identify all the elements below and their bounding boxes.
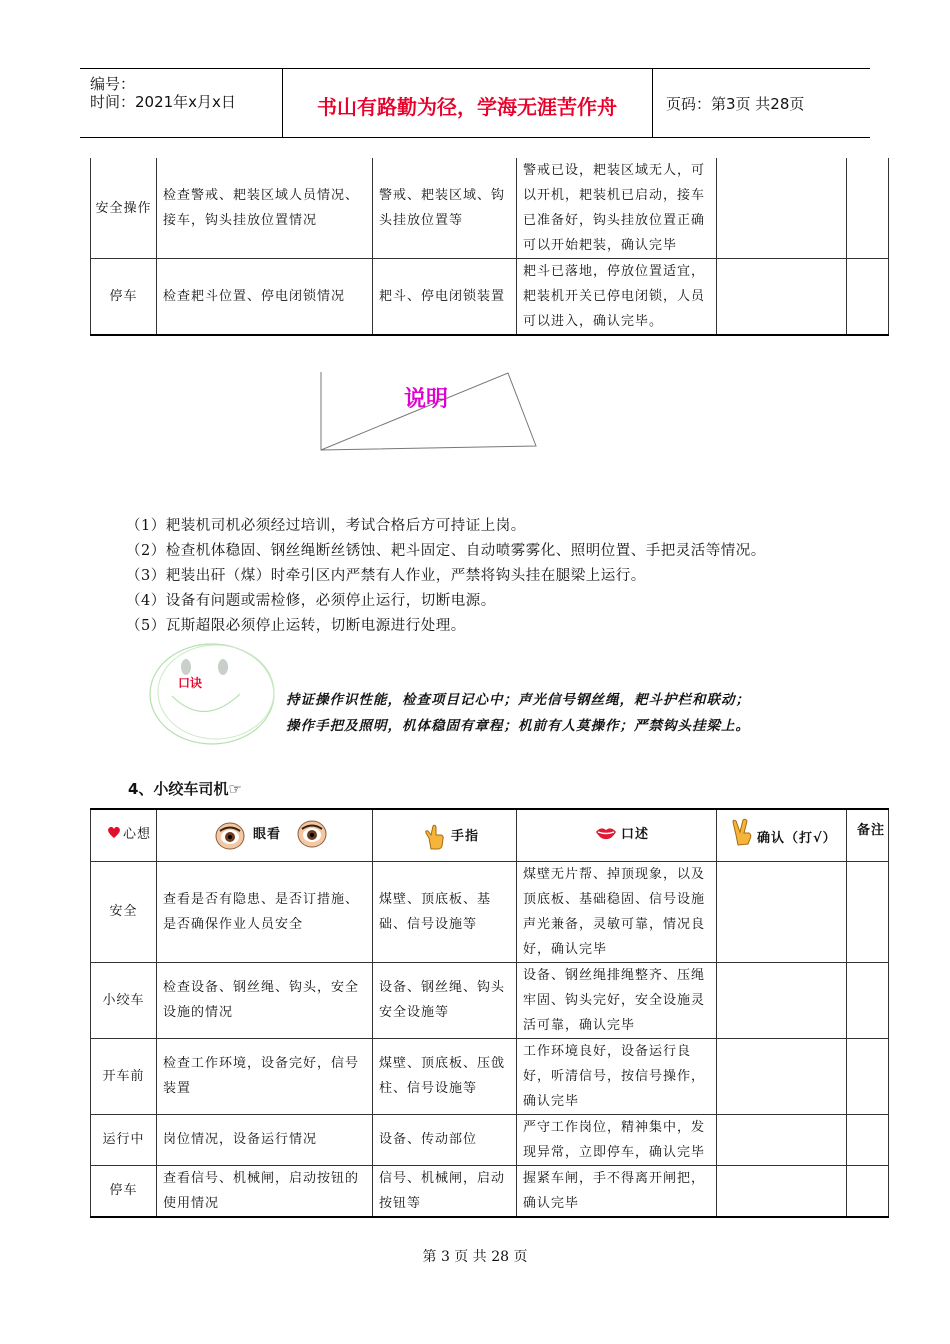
row-note: [847, 259, 889, 336]
rule-item: （1）耙装机司机必须经过培训，考试合格后方可持证上岗。: [126, 518, 526, 534]
row-point: 煤壁、顶底板、基础、信号设施等: [373, 861, 517, 962]
header-look: 眼看: [157, 809, 373, 861]
note-title: 说明: [404, 387, 449, 412]
row-say: 严守工作岗位，精神集中，发现异常，立即停车，确认完毕: [517, 1114, 717, 1165]
row-item: 停车: [91, 1165, 157, 1217]
header-point: 手指: [373, 809, 517, 861]
victory-hand-icon: [731, 818, 755, 846]
row-say: 警戒已设，耙装区域无人，可以开机，耙装机已启动，接车已准备好，钩头挂放位置正确可以开始耙装，确认完毕: [517, 158, 717, 259]
row-look: 检查耙斗位置、停电闭锁情况: [157, 259, 373, 336]
rule-item: （2）检查机体稳固、钢丝绳断丝锈蚀、耙斗固定、自动喷雾雾化、照明位置、手把灵活等情况。: [126, 543, 766, 559]
row-confirm: [717, 158, 847, 259]
row-point: 警戒、耙装区域、钩头挂放位置等: [373, 158, 517, 259]
row-say: 耙斗已落地，停放位置适宜，耙装机开关已停电闭锁，人员可以进入，确认完毕。: [517, 259, 717, 336]
header-left-cell: [80, 69, 283, 137]
row-note: [847, 861, 889, 962]
row-item: 停车: [91, 259, 157, 336]
row-note: [847, 1114, 889, 1165]
chant-label: 口诀: [178, 676, 203, 690]
number-label: 编号：: [90, 75, 136, 93]
row-point: 信号、机械闸，启动按钮等: [373, 1165, 517, 1217]
page-header: [80, 68, 870, 138]
motto: 书山有路勤为径，学海无涯苦作舟: [317, 95, 617, 119]
rule-item: （3）耙装出矸（煤）时牵引区内严禁有人作业，严禁将钩头挂在腿梁上运行。: [126, 568, 646, 584]
table-row: [91, 1038, 889, 1114]
row-say: 工作环境良好，设备运行良好，听清信号，按信号操作，确认完毕: [517, 1038, 717, 1114]
row-confirm: [717, 1165, 847, 1217]
header-think: 心想: [91, 809, 157, 861]
row-item: 安全操作: [91, 158, 157, 259]
row-point: 设备、钢丝绳、钩头安全设施等: [373, 962, 517, 1038]
chant-line-1: 持证操作识性能，检查项目记心中；声光信号钢丝绳，耙斗护栏和联动；: [286, 692, 750, 708]
row-look: 查看信号、机械闸，启动按钮的使用情况: [157, 1165, 373, 1217]
row-note: [847, 962, 889, 1038]
table-row: [91, 1114, 889, 1165]
row-look: 查看是否有隐患、是否订措施、是否确保作业人员安全: [157, 861, 373, 962]
pointing-hand-icon: [423, 824, 447, 850]
row-look: 检查工作环境，设备完好，信号装置: [157, 1038, 373, 1114]
row-confirm: [717, 1114, 847, 1165]
date-label: 时间：2021年x月x日: [90, 93, 236, 111]
page-footer: 第 3 页 共 28 页: [422, 1249, 528, 1265]
row-say: 设备、钢丝绳排绳整齐、压绳牢固、钩头完好，安全设施灵活可靠，确认完毕: [517, 962, 717, 1038]
row-look: 检查设备、钢丝绳、钩头，安全设施的情况: [157, 962, 373, 1038]
table-row: [91, 259, 889, 336]
eye-icon: [297, 820, 327, 848]
row-confirm: [717, 861, 847, 962]
row-item: 安全: [91, 861, 157, 962]
table-row: [91, 962, 889, 1038]
lips-icon: [595, 826, 617, 840]
table-row: [91, 1165, 889, 1217]
section-heading: 4、小绞车司机☞: [128, 780, 242, 798]
row-point: 耙斗、停电闭锁装置: [373, 259, 517, 336]
row-item: 开车前: [91, 1038, 157, 1114]
rake-loader-table: [90, 158, 889, 336]
rule-item: （4）设备有问题或需检修，必须停止运行，切断电源。: [126, 593, 496, 609]
row-note: [847, 158, 889, 259]
row-note: [847, 1038, 889, 1114]
row-look: 岗位情况，设备运行情况: [157, 1114, 373, 1165]
header-say: 口述: [517, 809, 717, 861]
row-confirm: [717, 259, 847, 336]
row-point: 设备、传动部位: [373, 1114, 517, 1165]
header-right-cell: [654, 69, 870, 137]
heart-icon: [107, 826, 121, 839]
row-point: 煤壁、顶底板、压戗柱、信号设施等: [373, 1038, 517, 1114]
table-row: [91, 861, 889, 962]
row-note: [847, 1165, 889, 1217]
row-confirm: [717, 962, 847, 1038]
header-confirm: 确认（打√）: [717, 809, 847, 861]
row-look: 检查警戒、耙装区域人员情况、接车，钩头挂放位置情况: [157, 158, 373, 259]
page-info: 页码：第3页 共28页: [666, 95, 805, 113]
row-item: 小绞车: [91, 962, 157, 1038]
row-item: 运行中: [91, 1114, 157, 1165]
smiley-face-icon: [146, 638, 286, 748]
chant-line-2: 操作手把及照明，机体稳固有章程；机前有人莫操作；严禁钩头挂梁上。: [286, 718, 750, 734]
row-say: 握紧车闸，手不得离开闸把，确认完毕: [517, 1165, 717, 1217]
winch-operator-table: [90, 808, 889, 1218]
table-header-row: [91, 809, 889, 861]
header-center-cell: [282, 69, 653, 137]
row-confirm: [717, 1038, 847, 1114]
header-note: 备注: [847, 809, 889, 861]
rule-item: （5）瓦斯超限必须停止运转，切断电源进行处理。: [126, 618, 466, 634]
row-say: 煤壁无片帮、掉顶现象，以及顶底板、基础稳固、信号设施声光兼备，灵敏可靠，情况良好，确认完毕: [517, 861, 717, 962]
table-row: [91, 158, 889, 259]
eye-icon: [215, 822, 245, 850]
